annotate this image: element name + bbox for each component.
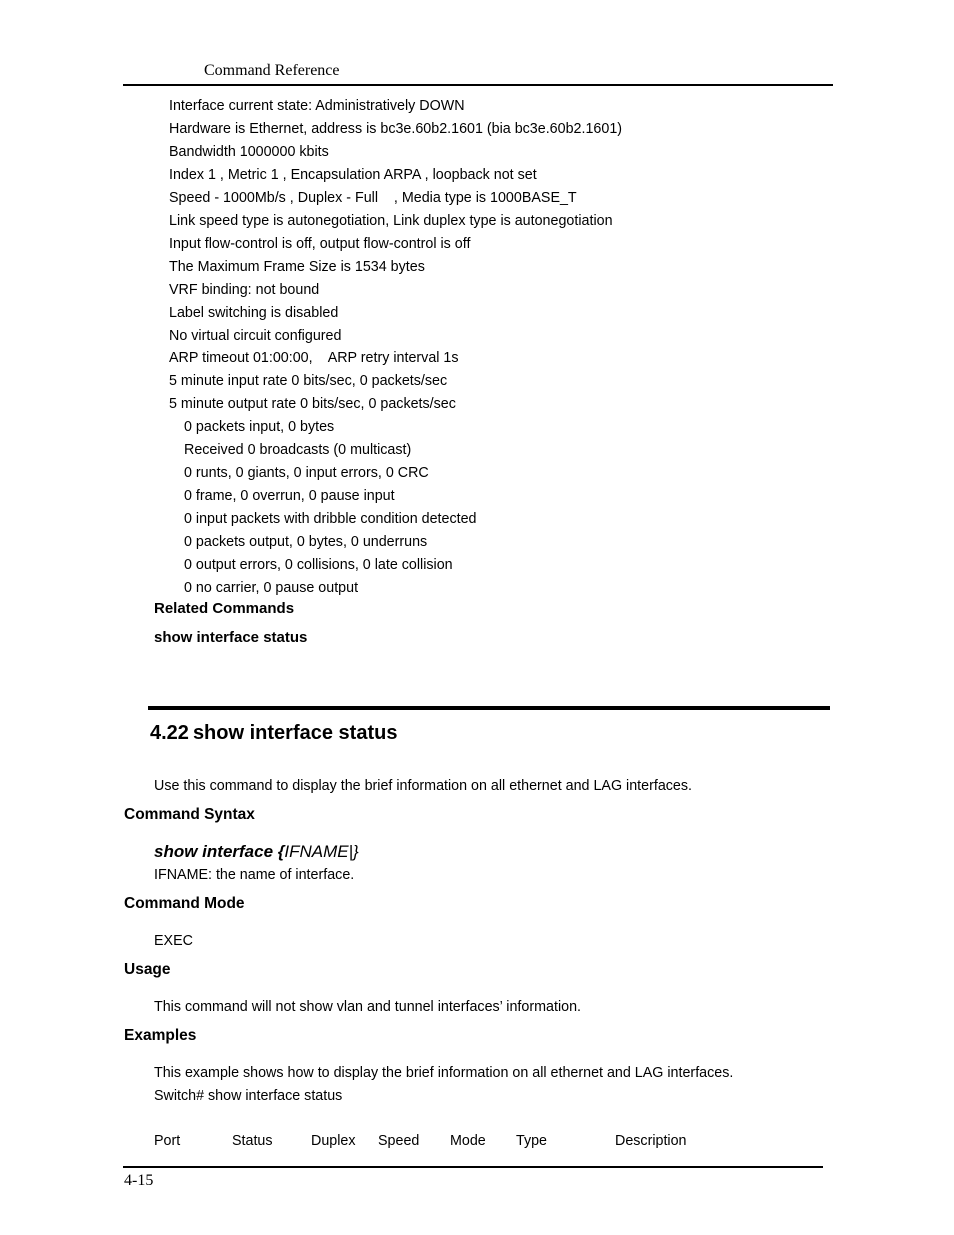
- output-line: Input flow-control is off, output flow-control is off: [169, 235, 471, 252]
- output-line: Label switching is disabled: [169, 304, 339, 321]
- section-name: show interface status: [192, 722, 398, 744]
- column-header-status: Status: [232, 1133, 273, 1149]
- output-line: Link speed type is autonegotiation, Link duplex type is autonegotiation: [169, 212, 613, 229]
- command-mode-label: Command Mode: [124, 895, 245, 912]
- syntax-command: show interface {: [154, 842, 285, 861]
- counter-line: 0 runts, 0 giants, 0 input errors, 0 CRC: [184, 465, 429, 482]
- output-line: VRF binding: not bound: [169, 281, 320, 298]
- page-number: 4-15: [124, 1172, 154, 1189]
- command-syntax-label: Command Syntax: [124, 806, 255, 823]
- output-line: No virtual circuit configured: [169, 327, 342, 344]
- usage-text: This command will not show vlan and tunnel interfaces’ information.: [154, 999, 581, 1015]
- section-rule: [148, 706, 830, 710]
- syntax-description: IFNAME: the name of interface.: [154, 867, 355, 883]
- column-header-mode: Mode: [450, 1133, 486, 1149]
- counter-line: 0 packets output, 0 bytes, 0 underruns: [184, 534, 428, 551]
- output-line: 5 minute output rate 0 bits/sec, 0 packets/sec: [169, 396, 456, 413]
- syntax-argument: IFNAME: [284, 842, 349, 861]
- column-header-description: Description: [615, 1133, 687, 1149]
- output-line: Bandwidth 1000000 kbits: [169, 143, 329, 160]
- column-header-port: Port: [154, 1133, 181, 1149]
- output-line: ARP timeout 01:00:00, ARP retry interval 1s: [169, 350, 459, 367]
- column-header-type: Type: [516, 1133, 547, 1149]
- counter-line: 0 frame, 0 overrun, 0 pause input: [184, 488, 395, 505]
- output-line: Speed - 1000Mb/s , Duplex - Full , Media type is 1000BASE_T: [169, 189, 577, 206]
- section-number: 4.22: [150, 722, 189, 744]
- example-command: Switch# show interface status: [154, 1088, 343, 1104]
- counter-line: Received 0 broadcasts (0 multicast): [184, 442, 412, 459]
- example-description: This example shows how to display the brief information on all ethernet and LAG interfaces.: [154, 1065, 734, 1081]
- column-header-speed: Speed: [378, 1133, 420, 1149]
- footer-rule: [123, 1166, 823, 1168]
- output-line: Index 1 , Metric 1 , Encapsulation ARPA , loopback not set: [169, 166, 537, 183]
- column-header-duplex: Duplex: [311, 1133, 356, 1149]
- running-header: Command Reference: [204, 62, 340, 79]
- section-intro: Use this command to display the brief information on all ethernet and LAG interfaces.: [154, 778, 693, 794]
- command-syntax: [154, 842, 359, 862]
- counter-line: 0 no carrier, 0 pause output: [184, 579, 359, 596]
- counter-line: 0 packets input, 0 bytes: [184, 419, 335, 436]
- related-commands-heading: Related Commands: [154, 600, 295, 617]
- syntax-close: |}: [348, 842, 359, 861]
- section-title: [150, 722, 397, 745]
- output-line: The Maximum Frame Size is 1534 bytes: [169, 258, 425, 275]
- related-command: show interface status: [154, 629, 308, 646]
- counter-line: 0 input packets with dribble condition detected: [184, 511, 477, 528]
- usage-label: Usage: [124, 961, 171, 978]
- output-line: Hardware is Ethernet, address is bc3e.60b2.1601 (bia bc3e.60b2.1601): [169, 120, 623, 137]
- counter-line: 0 output errors, 0 collisions, 0 late collision: [184, 557, 453, 573]
- output-line: Interface current state: Administratively DOWN: [169, 98, 465, 114]
- header-rule: [123, 84, 833, 86]
- examples-label: Examples: [124, 1027, 197, 1044]
- output-line: 5 minute input rate 0 bits/sec, 0 packets/sec: [169, 373, 448, 390]
- command-mode-value: EXEC: [154, 933, 193, 949]
